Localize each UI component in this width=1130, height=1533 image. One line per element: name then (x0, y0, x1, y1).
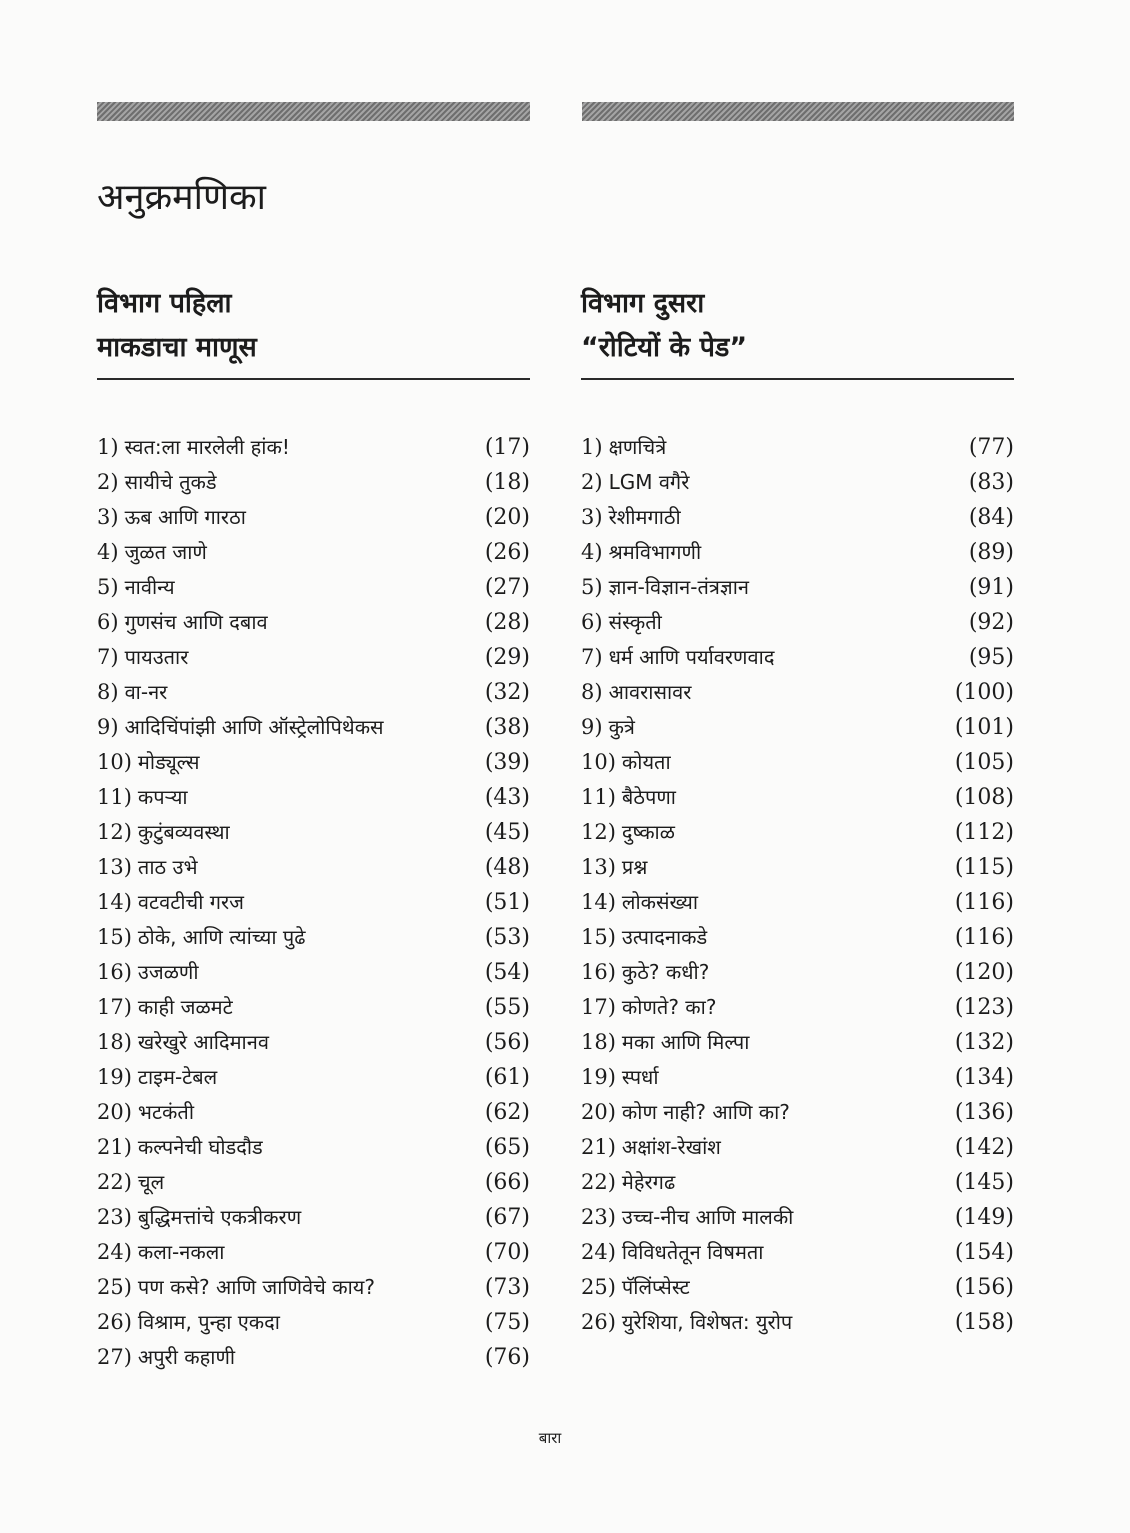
toc-entry-label (97, 605, 268, 640)
toc-entry-title: पण कसे? आणि जाणिवेचे काय? (137, 1275, 375, 1299)
toc-entry-page: (154) (954, 1240, 1014, 1265)
toc-entry-page: (38) (484, 715, 530, 740)
toc-entry-title: ज्ञान-विज्ञान-तंत्रज्ञान (608, 575, 750, 599)
toc-entry (97, 1235, 530, 1270)
section-one (97, 282, 530, 1370)
toc-entry (97, 850, 530, 885)
toc-entry-label (581, 1165, 675, 1200)
section-two-label: विभाग दुसरा (581, 288, 705, 319)
toc-entry (97, 780, 530, 815)
toc-entry (581, 745, 1014, 780)
toc-entry (581, 570, 1014, 605)
toc-entry (97, 710, 530, 745)
toc-entry-label (581, 1305, 792, 1340)
toc-entry (581, 1200, 1014, 1235)
toc-entry-page: (39) (484, 750, 530, 775)
toc-entry-label (581, 675, 691, 710)
toc-entry-label (97, 780, 188, 815)
decorative-bar-right (582, 102, 1014, 121)
toc-entry (581, 1165, 1014, 1200)
toc-entry-label (97, 430, 290, 465)
toc-entry-label (581, 885, 698, 920)
toc-entry-label (581, 640, 774, 675)
toc-entry-page: (84) (968, 505, 1014, 530)
toc-entry-label (581, 990, 716, 1025)
toc-entry-label (581, 465, 689, 500)
toc-entry (581, 1130, 1014, 1165)
toc-entry-page: (101) (954, 715, 1014, 740)
toc-entry-number: 24) (581, 1240, 616, 1264)
toc-entry-page: (29) (484, 645, 530, 670)
toc-entry-number: 2) (97, 470, 119, 494)
toc-entry-title: क्षणचित्रे (608, 435, 667, 459)
toc-entry (97, 920, 530, 955)
toc-entry-title: टाइम-टेबल (137, 1065, 218, 1089)
toc-entry-number: 15) (97, 925, 132, 949)
toc-entry-number: 17) (97, 995, 132, 1019)
toc-entry-title: मेहेरगढ (621, 1170, 676, 1194)
toc-entry-title: कुठे? कधी? (621, 960, 710, 984)
toc-entry-label (97, 1095, 194, 1130)
toc-entry-label (97, 990, 233, 1025)
toc-entry-title: ठोके, आणि त्यांच्या पुढे (137, 925, 306, 949)
toc-entry-label (97, 1235, 224, 1270)
toc-entry (97, 535, 530, 570)
toc-entry (97, 640, 530, 675)
toc-entry-label (581, 500, 681, 535)
toc-entry-title: कुटुंबव्यवस्था (137, 820, 230, 844)
toc-entry (581, 605, 1014, 640)
toc-entry (581, 920, 1014, 955)
toc-entry (581, 500, 1014, 535)
section-two (581, 282, 1014, 1335)
toc-entry-page: (100) (954, 680, 1014, 705)
toc-entry-page: (27) (484, 575, 530, 600)
toc-entry-title: काही जळमटे (137, 995, 233, 1019)
toc-entry-label (97, 675, 167, 710)
toc-entry-page: (17) (484, 435, 530, 460)
toc-entry (581, 535, 1014, 570)
toc-entry-label (97, 745, 200, 780)
toc-entry-number: 1) (97, 435, 119, 459)
toc-entry (581, 1095, 1014, 1130)
toc-entry-number: 6) (581, 610, 603, 634)
toc-entry-label (581, 1200, 793, 1235)
toc-entry (97, 1130, 530, 1165)
toc-entry-number: 21) (97, 1135, 132, 1159)
toc-entry-page: (66) (484, 1170, 530, 1195)
toc-entry-number: 7) (97, 645, 119, 669)
toc-entry-page: (116) (954, 890, 1014, 915)
toc-entry-label (97, 1165, 164, 1200)
toc-entry-title: लोकसंख्या (621, 890, 699, 914)
toc-entry-number: 13) (97, 855, 132, 879)
toc-entry-page: (45) (484, 820, 530, 845)
toc-entry-label (97, 1270, 375, 1305)
toc-entry-number: 24) (97, 1240, 132, 1264)
toc-entry-number: 11) (97, 785, 132, 809)
toc-entry-number: 3) (97, 505, 119, 529)
toc-entry-number: 1) (581, 435, 603, 459)
toc-entry-page: (62) (484, 1100, 530, 1125)
toc-entry-label (97, 850, 198, 885)
toc-entry-page: (55) (484, 995, 530, 1020)
toc-entry-label (581, 535, 701, 570)
toc-entry-page: (142) (954, 1135, 1014, 1160)
toc-entry-number: 9) (97, 715, 119, 739)
toc-entry-number: 19) (581, 1065, 616, 1089)
toc-entry-title: LGM वगैरे (608, 470, 690, 494)
section-one-heading (97, 282, 530, 380)
toc-entry-title: चूल (137, 1170, 165, 1194)
toc-entry-page: (32) (484, 680, 530, 705)
toc-entry-number: 23) (97, 1205, 132, 1229)
toc-entry-page: (115) (954, 855, 1014, 880)
toc-entry (97, 990, 530, 1025)
toc-entry-page: (65) (484, 1135, 530, 1160)
toc-entry-label (97, 570, 175, 605)
toc-entry-title: सायीचे तुकडे (124, 470, 217, 494)
toc-entry-number: 14) (581, 890, 616, 914)
toc-entry-page: (77) (968, 435, 1014, 460)
toc-entry-page: (132) (954, 1030, 1014, 1055)
toc-entry-title: पॅलिंप्सेस्ट (621, 1275, 690, 1299)
toc-entry-title: विश्राम, पुन्हा एकदा (137, 1310, 280, 1334)
toc-entry-title: रेशीमगाठी (608, 505, 681, 529)
toc-entry (97, 815, 530, 850)
toc-entry-page: (112) (954, 820, 1014, 845)
toc-entry (97, 1270, 530, 1305)
toc-entry-label (97, 1305, 280, 1340)
section-one-title: माकडाचा माणूस (97, 332, 257, 363)
toc-entry-number: 6) (97, 610, 119, 634)
toc-entry (97, 570, 530, 605)
toc-entry-title: अक्षांश-रेखांश (621, 1135, 721, 1159)
toc-entry-page: (75) (484, 1310, 530, 1335)
toc-entry-page: (70) (484, 1240, 530, 1265)
toc-entry-title: ऊब आणि गारठा (124, 505, 246, 529)
toc-entry-label (97, 1200, 301, 1235)
toc-entry-page: (108) (954, 785, 1014, 810)
toc-entry-title: जुळत जाणे (124, 540, 207, 564)
toc-entry-page: (18) (484, 470, 530, 495)
toc-entry-title: कोयता (621, 750, 671, 774)
toc-entry-page: (51) (484, 890, 530, 915)
toc-entry (97, 1340, 530, 1375)
toc-entry-label (97, 1025, 269, 1060)
toc-entry-label (581, 1025, 749, 1060)
toc-entry (581, 955, 1014, 990)
toc-entry-title: स्पर्धा (621, 1065, 659, 1089)
toc-entry-title: आदिचिंपांझी आणि ऑस्ट्रेलोपिथेकस (124, 715, 384, 739)
toc-entry-title: स्वत:ला मारलेली हांक! (124, 435, 290, 459)
toc-entry-title: युरेशिया, विशेषत: युरोप (621, 1310, 793, 1334)
toc-entry-page: (145) (954, 1170, 1014, 1195)
toc-entry-page: (95) (968, 645, 1014, 670)
toc-entry-number: 14) (97, 890, 132, 914)
toc-entry-title: प्रश्न (621, 855, 648, 879)
toc-entry-page: (89) (968, 540, 1014, 565)
toc-entry (581, 675, 1014, 710)
toc-entry-title: दुष्काळ (621, 820, 675, 844)
toc-entry-title: उत्पादनाकडे (621, 925, 708, 949)
toc-entry-number: 9) (581, 715, 603, 739)
toc-entry-page: (67) (484, 1205, 530, 1230)
toc-entry-label (97, 955, 199, 990)
toc-entry-number: 10) (581, 750, 616, 774)
toc-entry-label (581, 920, 707, 955)
toc-entry-title: कोण नाही? आणि का? (621, 1100, 790, 1124)
toc-entry-label (581, 850, 647, 885)
toc-entry-number: 5) (97, 575, 119, 599)
toc-entry-title: खरेखुरे आदिमानव (137, 1030, 269, 1054)
toc-entry-page: (20) (484, 505, 530, 530)
toc-entry-number: 8) (97, 680, 119, 704)
toc-entry-title: ताठ उभे (137, 855, 198, 879)
toc-entry-label (581, 1060, 659, 1095)
toc-entry-label (581, 1095, 790, 1130)
toc-entry-page: (73) (484, 1275, 530, 1300)
section-one-list (97, 430, 530, 1375)
toc-entry-number: 13) (581, 855, 616, 879)
toc-entry-label (581, 1270, 690, 1305)
toc-entry-label (97, 1340, 235, 1375)
toc-entry-title: कुत्रे (608, 715, 635, 739)
toc-entry (581, 1235, 1014, 1270)
toc-entry-page: (43) (484, 785, 530, 810)
toc-entry (581, 815, 1014, 850)
toc-entry-label (581, 570, 749, 605)
toc-entry-label (581, 430, 666, 465)
toc-entry (581, 850, 1014, 885)
toc-entry-number: 25) (581, 1275, 616, 1299)
toc-entry-number: 10) (97, 750, 132, 774)
toc-entry-page: (26) (484, 540, 530, 565)
toc-entry-title: कल्पनेची घोडदौड (137, 1135, 263, 1159)
toc-entry-title: उजळणी (137, 960, 199, 984)
toc-entry-number: 16) (97, 960, 132, 984)
toc-entry-number: 11) (581, 785, 616, 809)
toc-entry-label (97, 710, 384, 745)
toc-entry-number: 20) (581, 1100, 616, 1124)
toc-entry (581, 640, 1014, 675)
toc-entry (97, 1305, 530, 1340)
toc-entry-title: वटवटीची गरज (137, 890, 245, 914)
toc-entry-page: (123) (954, 995, 1014, 1020)
toc-entry-page: (61) (484, 1065, 530, 1090)
toc-entry-number: 4) (581, 540, 603, 564)
toc-entry-number: 22) (97, 1170, 132, 1194)
toc-entry-title: संस्कृती (608, 610, 662, 634)
toc-entry-title: धर्म आणि पर्यावरणवाद (608, 645, 775, 669)
toc-entry (97, 1200, 530, 1235)
toc-entry-number: 19) (97, 1065, 132, 1089)
toc-entry-number: 4) (97, 540, 119, 564)
toc-entry-number: 18) (581, 1030, 616, 1054)
toc-entry (581, 1060, 1014, 1095)
toc-entry-number: 22) (581, 1170, 616, 1194)
toc-entry-page: (92) (968, 610, 1014, 635)
toc-entry-label (97, 1060, 217, 1095)
toc-entry-number: 23) (581, 1205, 616, 1229)
toc-entry-number: 20) (97, 1100, 132, 1124)
toc-entry-page: (136) (954, 1100, 1014, 1125)
toc-entry-page: (53) (484, 925, 530, 950)
toc-entry-number: 12) (97, 820, 132, 844)
toc-entry-page: (48) (484, 855, 530, 880)
toc-entry-label (97, 920, 306, 955)
toc-entry-page: (54) (484, 960, 530, 985)
toc-entry (97, 675, 530, 710)
toc-entry-title: मोड्यूल्स (137, 750, 200, 774)
page-number-label: बारा (538, 1429, 562, 1447)
toc-entry-title: बैठेपणा (621, 785, 676, 809)
toc-entry-page: (120) (954, 960, 1014, 985)
toc-entry-label (97, 1130, 263, 1165)
toc-entry-number: 7) (581, 645, 603, 669)
toc-entry (581, 710, 1014, 745)
decorative-bar-left (97, 102, 530, 121)
toc-entry-number: 26) (97, 1310, 132, 1334)
toc-entry-page: (28) (484, 610, 530, 635)
toc-entry-title: नावीन्य (124, 575, 175, 599)
toc-entry-number: 25) (97, 1275, 132, 1299)
toc-entry-number: 8) (581, 680, 603, 704)
toc-entry-number: 3) (581, 505, 603, 529)
toc-entry-title: कला-नकला (137, 1240, 225, 1264)
toc-entry (97, 465, 530, 500)
toc-entry (581, 990, 1014, 1025)
toc-entry-number: 15) (581, 925, 616, 949)
toc-entry (97, 1165, 530, 1200)
toc-entry-label (97, 815, 230, 850)
toc-entry-number: 16) (581, 960, 616, 984)
toc-entry-title: बुद्धिमत्तांचे एकत्रीकरण (137, 1205, 302, 1229)
section-two-list (581, 430, 1014, 1340)
toc-entry-title: आवरासावर (608, 680, 692, 704)
toc-entry-label (581, 780, 676, 815)
toc-entry-page: (105) (954, 750, 1014, 775)
toc-entry-label (581, 710, 635, 745)
toc-entry-label (97, 535, 207, 570)
toc-entry-label (581, 815, 675, 850)
toc-entry-title: कपऱ्या (137, 785, 188, 809)
toc-entry-label (581, 605, 662, 640)
toc-entry-title: अपुरी कहाणी (137, 1345, 236, 1369)
toc-entry (581, 1025, 1014, 1060)
toc-entry-page: (76) (484, 1345, 530, 1370)
toc-entry-page: (116) (954, 925, 1014, 950)
toc-entry-number: 18) (97, 1030, 132, 1054)
toc-entry-title: वा-नर (124, 680, 168, 704)
toc-entry-page: (158) (954, 1310, 1014, 1335)
toc-entry (97, 745, 530, 780)
toc-entry (581, 780, 1014, 815)
section-one-label: विभाग पहिला (97, 288, 232, 319)
toc-entry (97, 605, 530, 640)
toc-entry-number: 2) (581, 470, 603, 494)
toc-entry-number: 12) (581, 820, 616, 844)
toc-entry-title: भटकंती (137, 1100, 195, 1124)
toc-entry-page: (156) (954, 1275, 1014, 1300)
toc-entry (97, 885, 530, 920)
section-two-heading (581, 282, 1014, 380)
toc-entry-label (581, 745, 671, 780)
toc-entry-title: श्रमविभागणी (608, 540, 702, 564)
toc-entry-page: (149) (954, 1205, 1014, 1230)
toc-entry (581, 430, 1014, 465)
toc-entry-number: 27) (97, 1345, 132, 1369)
toc-entry (581, 885, 1014, 920)
toc-entry-label (97, 500, 246, 535)
toc-entry (97, 1095, 530, 1130)
toc-entry-number: 26) (581, 1310, 616, 1334)
toc-entry-label (581, 955, 709, 990)
toc-entry-title: कोणते? का? (621, 995, 717, 1019)
page-footer (0, 1428, 1130, 1448)
toc-entry-label (97, 465, 217, 500)
toc-entry (581, 1270, 1014, 1305)
toc-entry-label (97, 885, 244, 920)
toc-entry (97, 1025, 530, 1060)
toc-entry-page: (56) (484, 1030, 530, 1055)
toc-entry-title: विविधतेतून विषमता (621, 1240, 764, 1264)
toc-entry-page: (134) (954, 1065, 1014, 1090)
page-title: अनुक्रमणिका (97, 177, 266, 218)
toc-entry (97, 430, 530, 465)
toc-entry-page: (83) (968, 470, 1014, 495)
toc-entry (97, 500, 530, 535)
toc-entry (97, 955, 530, 990)
section-two-title: “रोटियों के पेड” (581, 332, 748, 363)
toc-entry (581, 465, 1014, 500)
toc-entry-label (581, 1235, 763, 1270)
toc-entry-label (581, 1130, 721, 1165)
toc-entry-page: (91) (968, 575, 1014, 600)
toc-entry-title: मका आणि मिल्पा (621, 1030, 750, 1054)
toc-entry-number: 17) (581, 995, 616, 1019)
toc-entry (97, 1060, 530, 1095)
toc-entry-number: 21) (581, 1135, 616, 1159)
toc-entry-number: 5) (581, 575, 603, 599)
toc-entry-title: पायउतार (124, 645, 189, 669)
toc-entry-label (97, 640, 188, 675)
toc-entry-title: उच्च-नीच आणि मालकी (621, 1205, 794, 1229)
toc-entry (581, 1305, 1014, 1340)
toc-entry-title: गुणसंच आणि दबाव (124, 610, 268, 634)
